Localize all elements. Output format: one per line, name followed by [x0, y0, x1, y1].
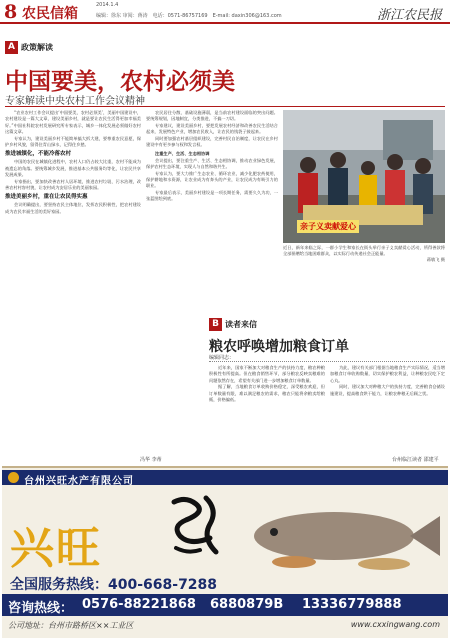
letter-salutation: 编辑同志：: [209, 355, 235, 361]
paragraph: 专家最后表示，美丽乡村建设是一项长期任务，需要久久为功，一张蓝图绘到底。: [146, 190, 278, 202]
column-subhead: 推进美丽乡村，重在让农民得实惠: [5, 194, 88, 201]
paragraph: 专家认为，要大力推广生态农业、循环农业，减少化肥农药使用，保护耕地和水资源，让农业成为有奔头的产业，让农民成为有吸引力的职业。: [146, 170, 278, 189]
paper-name: 浙江农民报: [376, 8, 442, 23]
phone-number: 6880879B: [210, 597, 284, 612]
ad-phone-bar: [2, 594, 448, 616]
phone-number: 13336779888: [302, 597, 402, 612]
paragraph: 会议明确提出，要坚持农民主体地位，发挥农民积极性，把农村建设成为农民幸福生活的美好家园。: [5, 202, 141, 214]
paragraph: 专家指出，要加快改善农村人居环境，推进农村垃圾、污水治理，改善农村村容村貌，让农村成为安居乐业的美丽家园。: [5, 178, 141, 190]
phone-number: 0576-88221868: [82, 597, 196, 612]
section-letter: B: [209, 318, 222, 331]
photo-credit: 蒋敏飞 摄: [426, 257, 445, 262]
ad-brand: 兴旺: [10, 523, 102, 574]
service-hotline: 全国服务热线：400-668-7288: [10, 577, 218, 593]
column-subhead: 注重生产、生活、生态相协调: [155, 150, 210, 156]
section-tag-letters: [209, 318, 257, 331]
letter-column-2: [330, 365, 445, 453]
paragraph: 农民居住分散、基础设施薄弱，是当前农村建设面临的突出问题。要统筹规划，因地制宜，分类推进，不搞一刀切。: [146, 110, 278, 122]
divider: [209, 361, 445, 362]
letter-column-1: [209, 365, 325, 453]
company-logo-icon: [8, 472, 19, 483]
ad-url: www.cxxingwang.com: [350, 620, 440, 629]
paragraph: 专家认为，建设美丽乡村不能简单搞大拆大建，要尊重农民意愿，保护乡村风貌，留得住青山绿水，记得住乡愁。: [5, 135, 141, 147]
main-subtitle: 专家解读中央农村工作会议精神: [5, 96, 145, 107]
paragraph: 同时，建议加大对种粮大户的扶持力度，完善粮食仓储设施建设，提高粮食烘干能力，让粮农种粮无后顾之忧。: [330, 384, 445, 396]
news-photo: [283, 110, 445, 243]
paragraph: 专家建议，建设美丽乡村，要把发展农村经济和改善农民生活结合起来，发展特色产业，增加农民收入，让农民的钱袋子鼓起来。: [146, 123, 278, 135]
paragraph: 为此，建议有关部门根据当地粮食生产实际情况，适当增加粮食订单收购数量，切实保护粮农利益，让种粮农民吃下定心丸。: [330, 365, 445, 383]
section-title: 农民信箱: [22, 6, 78, 22]
main-headline: 中国要美，农村必须美: [5, 69, 235, 95]
paragraph: 据了解，当地粮食订单收购价格稳定，深受粮农欢迎，但订单数量有限，难以满足粮农的需求，粮农只能将余粮卖给粮贩，价格偏低。: [209, 384, 325, 402]
ad-address: 公司地址：台州市路桥区××工业区: [8, 621, 134, 630]
calligraphy-logo: [166, 490, 228, 560]
paragraph: 会议提出，要注重生产、生活、生态相协调，推动农业绿色发展，保护农村生态环境，实现人与自然和谐共生。: [146, 157, 278, 169]
paragraph: 近年来，国家不断加大对粮食生产的扶持力度，粮农种粮积极性有所提高。但在粮食销售环节，部分粮农反映卖粮难的问题依然存在，希望有关部门进一步增加粮食订单数量。: [209, 365, 325, 383]
article-signoff: 冯华 李蒂: [140, 457, 162, 463]
article-column-1: [5, 110, 141, 460]
letter-signoff: 台州临江读者 邵建平: [392, 457, 439, 463]
section-letter: A: [5, 41, 18, 54]
seafood-illustration: [234, 488, 446, 574]
photo-caption: 近日，新年来临之际，一群小学生和家长在街头举行亲子义卖献爱心活动，所得善款将全部捐赠给当地困难群众，以实际行动传递社会正能量。: [283, 245, 445, 257]
section-label: 读者来信: [225, 320, 257, 329]
ad-company-name: 台州兴旺水产有限公司: [24, 476, 134, 487]
page-number: 8: [4, 1, 18, 23]
masthead: [0, 0, 450, 24]
phone-label: 咨询热线：: [8, 601, 74, 616]
headline-rule: [5, 106, 445, 107]
issue-date: 2014.1.4: [96, 2, 119, 8]
photo-sign: 亲子义卖献爱心: [297, 220, 359, 233]
advertisement: [2, 466, 448, 638]
paragraph: “农业农村工作会议提出‘中国要美，农村必须美’，美丽中国建设中，农村建设是一篇大文章，建设美丽乡村，就是要让农民生活得更加幸福美好。”中国社科院农村发展研究所专家表示，城乡一体化发展必须做好农村这篇文章。: [5, 110, 141, 134]
paragraph: 同时要加强农村基层组织建设，完善村民自治制度，让农民在乡村建设中有更多参与权和发言权。: [146, 136, 278, 148]
letter-headline: 粮农呼唤增加粮食订单: [209, 339, 349, 355]
paragraph: 中国的农民在城镇化进程中，农村人口仍占较大比重，农村不能成为被遗忘的角落。要统筹城乡发展，推进基本公共服务均等化，让农民共享发展成果。: [5, 159, 141, 177]
section-tag-policy: [5, 41, 53, 54]
editor-contact: 编辑：徐东 审阅：蒋涛 电话：0571-86757169 E-mail: daxin306@163.com: [96, 13, 282, 19]
section-label: 政策解读: [21, 43, 53, 52]
column-subhead: 推进城镇化，不能冷落农村: [5, 151, 72, 158]
